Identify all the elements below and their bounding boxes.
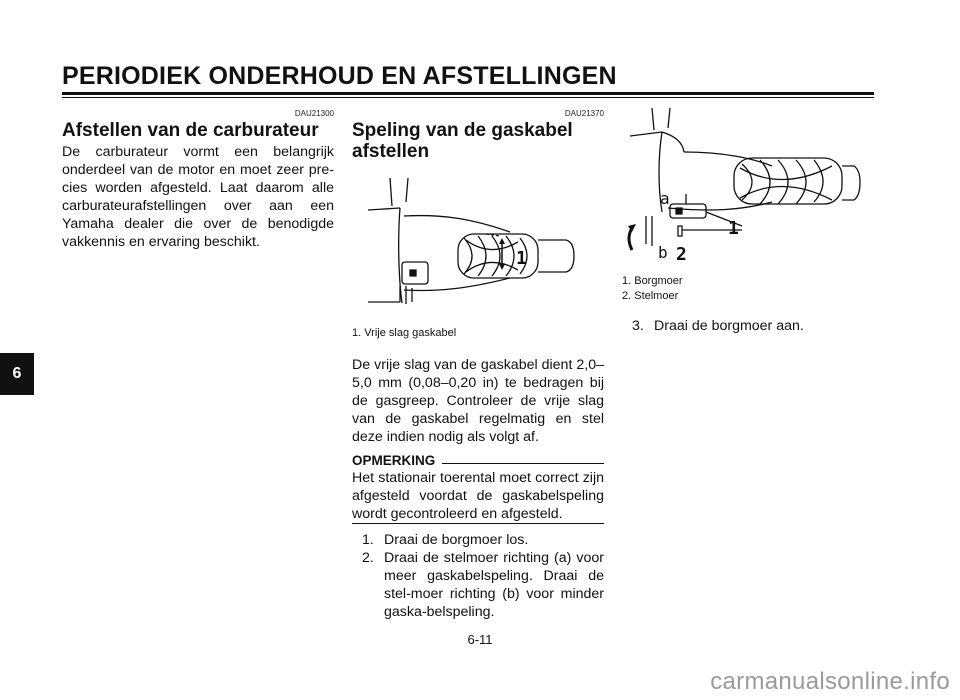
adjust-steps	[362, 531, 604, 621]
throttle-grip-figure	[360, 178, 600, 318]
step-1	[362, 531, 604, 549]
section-code-middle: DAU21370	[564, 109, 604, 118]
direction-label-a: a	[660, 189, 670, 208]
page-number: 6-11	[467, 632, 493, 647]
step-number: 3.	[632, 318, 644, 334]
step-text: Draai de borgmoer los.	[384, 532, 529, 548]
section-heading-line1: Speling van de gaskabel	[352, 120, 573, 141]
figure-label-1: 1	[516, 248, 527, 269]
step-text: Draai de stelmoer richting (a) voor meer gaskabelspeling. Draai de stel-moer richting (b) voor minder gaska-belspeling.	[384, 550, 604, 620]
adjusting-nut-figure	[622, 108, 874, 268]
chapter-tab: 6	[0, 353, 34, 395]
step-2	[362, 549, 604, 621]
section-heading-line2: afstellen	[352, 141, 430, 162]
section-heading-gaskabel	[352, 120, 573, 162]
step-text: Draai de borgmoer aan.	[654, 318, 804, 334]
section-code-left: DAU21300	[294, 109, 334, 118]
header-rule-thin	[62, 97, 874, 98]
step-3	[632, 317, 874, 335]
figure-label-2: 2	[676, 244, 687, 265]
watermark: carmanualsonline.info	[710, 668, 950, 695]
section-heading-carburateur: Afstellen van de carburateur	[62, 120, 319, 141]
note-paragraph: Het stationair toerental moet correct zijn afgesteld voordat de gaskabelspeling wordt gecontroleerd en afgesteld.	[352, 470, 604, 522]
page-title: PERIODIEK ONDERHOUD EN AFSTELLINGEN	[62, 62, 617, 90]
direction-label-b: b	[658, 243, 668, 262]
note-title: OPMERKING	[352, 453, 436, 468]
tighten-step	[632, 317, 874, 335]
step-number: 2.	[362, 550, 374, 566]
note-rule-top	[442, 463, 604, 464]
freeplay-paragraph: De vrije slag van de gaskabel dient 2,0–5,0 mm (0,08–0,20 in) te bedragen bij de gasgreep. Controleer de vrije slag van de gaskabel regelmatig en stel deze indien nodig als volgt af.	[352, 357, 604, 445]
note-rule-bottom	[352, 523, 604, 524]
header-rule	[62, 92, 874, 95]
figure-caption-freeplay: 1. Vrije slag gaskabel	[352, 327, 457, 339]
step-number: 1.	[362, 532, 374, 548]
figure-caption-stelmoer: 2. Stelmoer	[622, 290, 679, 302]
figure-label-1: 1	[728, 218, 739, 239]
carburateur-paragraph: De carburateur vormt een belangrijk onderdeel van de motor en moet zeer pre-cies worden afgesteld. Laat daarom alle carburateurafstellingen over aan een Yamaha dealer die over de benodigde vakkennis en ervaring beschikt.	[62, 144, 334, 250]
figure-caption-borgmoer: 1. Borgmoer	[622, 275, 683, 287]
